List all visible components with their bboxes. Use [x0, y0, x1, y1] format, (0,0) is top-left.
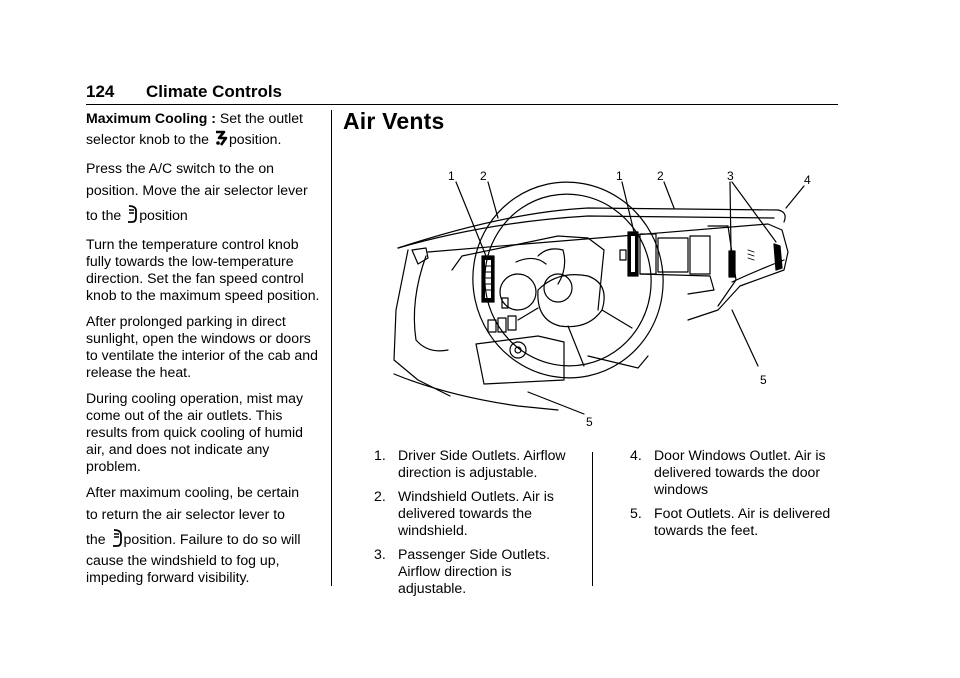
callout-3: 3	[727, 169, 734, 183]
face-vent-icon	[214, 130, 228, 147]
left-column	[86, 110, 324, 595]
page-number: 124	[86, 82, 115, 101]
page-header	[86, 82, 838, 105]
max-cooling-paragraph: Maximum Cooling : Set the outlet selector knob to the position.	[86, 110, 303, 147]
ac-switch-paragraph: Press the A/C switch to the on position. Move the air selector lever to the position	[86, 160, 308, 223]
face-mode-icon	[126, 205, 138, 223]
dashboard-air-vents-diagram	[388, 160, 838, 432]
face-mode-icon	[111, 529, 123, 547]
callout-2-driver: 2	[480, 169, 487, 183]
callout-5-bottom: 5	[586, 415, 593, 429]
section-title: Climate Controls	[146, 82, 283, 101]
temperature-paragraph: Turn the temperature control knob fully towards the low-temperature direction. Set the fan speed control knob to the maximum speed position.	[86, 236, 320, 303]
parking-paragraph: After prolonged parking in direct sunlight, open the windows or doors to ventilate the interior of the cab and release the heat.	[86, 313, 318, 380]
max-cooling-label: Maximum Cooling :	[86, 110, 216, 126]
air-vents-title: Air Vents	[343, 108, 445, 134]
callout-1-center: 1	[616, 169, 623, 183]
list-item: 2. Windshield Outlets. Air is delivered towards the windshield.	[374, 488, 554, 538]
list-item: 1. Driver Side Outlets. Airflow direction is adjustable.	[374, 447, 566, 480]
vent-list-left	[374, 447, 579, 604]
callout-4: 4	[804, 173, 811, 187]
column-divider	[331, 110, 332, 586]
vent-list-right	[630, 447, 845, 546]
callout-1-driver: 1	[448, 169, 455, 183]
callout-5-right: 5	[760, 373, 767, 387]
mist-paragraph: During cooling operation, mist may come out of the air outlets. This results from quick cooling of humid air, and does not indicate any problem.	[86, 390, 303, 474]
list-item: 5. Foot Outlets. Air is delivered towards the feet.	[630, 505, 831, 538]
callout-2-center: 2	[657, 169, 664, 183]
return-lever-paragraph: After maximum cooling, be certain to return the air selector lever to the position. Failure to do so will cause the windshield to fog up, impeding forward visibility.	[86, 484, 301, 585]
list-divider	[592, 452, 593, 586]
list-item: 4. Door Windows Outlet. Air is delivered towards the door windows	[630, 447, 826, 497]
list-item: 3. Passenger Side Outlets. Airflow direction is adjustable.	[374, 546, 550, 596]
